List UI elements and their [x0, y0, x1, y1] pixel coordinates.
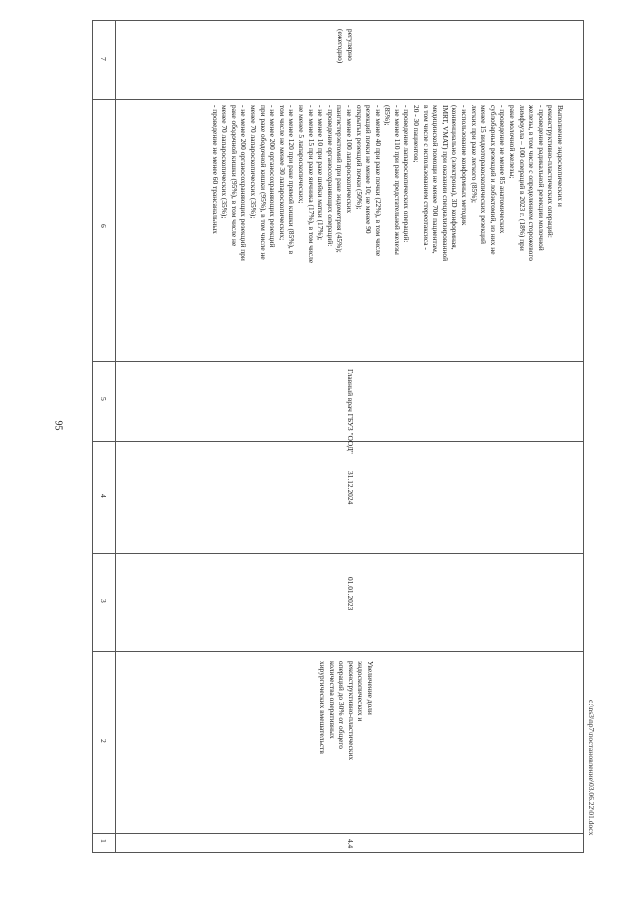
cell-title	[317, 661, 375, 760]
cell-description-line: сублобарных резекций и лобэктомий, из них не	[488, 105, 498, 255]
cell-description-line: пангистерэктомий при раке эндометрия (45%);	[335, 105, 345, 253]
cell-end-date: 31.12.2024	[346, 471, 355, 505]
cell-description-line: - проведение радикальной резекции молочной	[536, 105, 546, 251]
cell-description-line: - не менее 120 при раке прямой кишки (85%), в	[287, 105, 297, 255]
divider	[115, 21, 116, 852]
cell-description-line: (85%);	[383, 105, 393, 126]
cell-description-line: лимфоузла – 100 операций в 2023 г. (18%) при	[517, 105, 527, 251]
header-col-6: 6	[99, 224, 108, 228]
cell-description-line: менее 70 лапароскопических (35%);	[220, 105, 230, 219]
footer-file-path: c:\ns3\np7\постановление\03.06.22\01.docx	[587, 700, 596, 836]
document-table	[92, 20, 584, 853]
cell-description-line: резекций почки не менее 10; не менее 90	[364, 105, 374, 234]
cell-description-line: менее 15 видеоторакоскопических резекций	[479, 105, 489, 244]
cell-description-line: - не менее 200 органосохраняющих резекций	[268, 105, 278, 248]
cell-start-date: 01.01.2023	[346, 577, 355, 611]
cell-periodicity	[336, 29, 355, 63]
cell-description-line: - не менее 10 при раке шейки матки (17%);	[316, 105, 326, 241]
page-number: 95	[52, 420, 64, 431]
cell-description-line: - не менее 15 при раке яичника (17%), в том числе	[306, 105, 316, 264]
cell-description-line: при раке ободочной кишки (95%), в том числе не	[258, 105, 268, 260]
cell-title-line: Увеличение доли	[366, 661, 375, 715]
header-col-4: 4	[99, 494, 108, 498]
cell-description-line: том числе не менее 30 лапароскопических;	[277, 105, 287, 241]
cell-title-line: количества оперативных	[327, 661, 337, 739]
header-col-3: 3	[99, 599, 108, 603]
cell-description-line: раке молочной железы;	[508, 105, 518, 179]
cell-description-line: Выполнение эндоскопических и	[556, 105, 565, 207]
header-col-2: 2	[99, 739, 108, 743]
cell-description-line: медицинской помощи не менее 700 пациентам,	[431, 105, 441, 254]
cell-description-line: (конвенциально (электроны), 3D конформная,	[450, 105, 460, 250]
cell-responsible: Главный врач ГБУЗ "ООД"	[346, 369, 355, 454]
cell-description-line: - проведение не менее 85 анатомических	[498, 105, 508, 234]
header-col-5: 5	[99, 397, 108, 401]
cell-description-line: железы, в том числе с определением сторожевого	[527, 105, 537, 261]
cell-description-line: - не менее 100 лапароскопических	[344, 105, 354, 214]
cell-title-line: хирургических вмешательств	[318, 661, 328, 754]
cell-title-line: реконструктивно-пластических	[346, 661, 356, 761]
divider	[93, 441, 583, 442]
cell-title-line: операций до 30% от общего	[337, 661, 347, 749]
cell-description-line: реконструктивно-пластических операций:	[546, 105, 556, 238]
cell-description-line: открытых резекций почки (50%);	[354, 105, 364, 210]
divider	[93, 833, 583, 834]
cell-row-number: 4.4	[346, 839, 355, 849]
header-col-1: 1	[99, 839, 108, 843]
cell-description-line: IMRT, VMAT) при оказании специализированной	[440, 105, 450, 262]
divider	[93, 553, 583, 554]
cell-description-line: - проведение не менее 60 трансанальных	[210, 105, 220, 234]
divider	[93, 651, 583, 652]
cell-description-line: - не менее 40 при раке почки (22%), в том числе	[373, 105, 383, 257]
cell-description-line: - не менее 200 органосохраняющих резекций при	[239, 105, 249, 261]
divider	[93, 361, 583, 362]
header-col-7: 7	[99, 57, 108, 61]
cell-description-line: не менее 5 лапароскопических;	[296, 105, 306, 204]
cell-periodicity-line: (ежегодно)	[336, 29, 346, 64]
cell-description	[210, 105, 565, 263]
cell-description-line: 20 - 30 пациентов;	[412, 105, 422, 163]
divider	[93, 99, 583, 100]
cell-description-line: в том числе с использованием стереотаксиса -	[421, 105, 431, 250]
cell-description-line: - использование конформных методик	[460, 105, 470, 226]
cell-description-line: менее 70 лапароскопических (35%);	[249, 105, 258, 219]
cell-description-line: - не менее 110 при раке предстательной железы	[392, 105, 402, 255]
cell-description-line: - проведение лапароскопических операций:	[402, 105, 412, 243]
cell-description-line: раке ободочной кишки (95%), в том числе не	[229, 105, 239, 247]
cell-periodicity-line: регулярно	[346, 29, 355, 61]
cell-title-line: эндоскопических и	[356, 661, 366, 722]
cell-description-line: - проведение органосохраняющих операций:	[325, 105, 335, 247]
cell-description-line: легких при раке легкого (85%);	[469, 105, 479, 203]
